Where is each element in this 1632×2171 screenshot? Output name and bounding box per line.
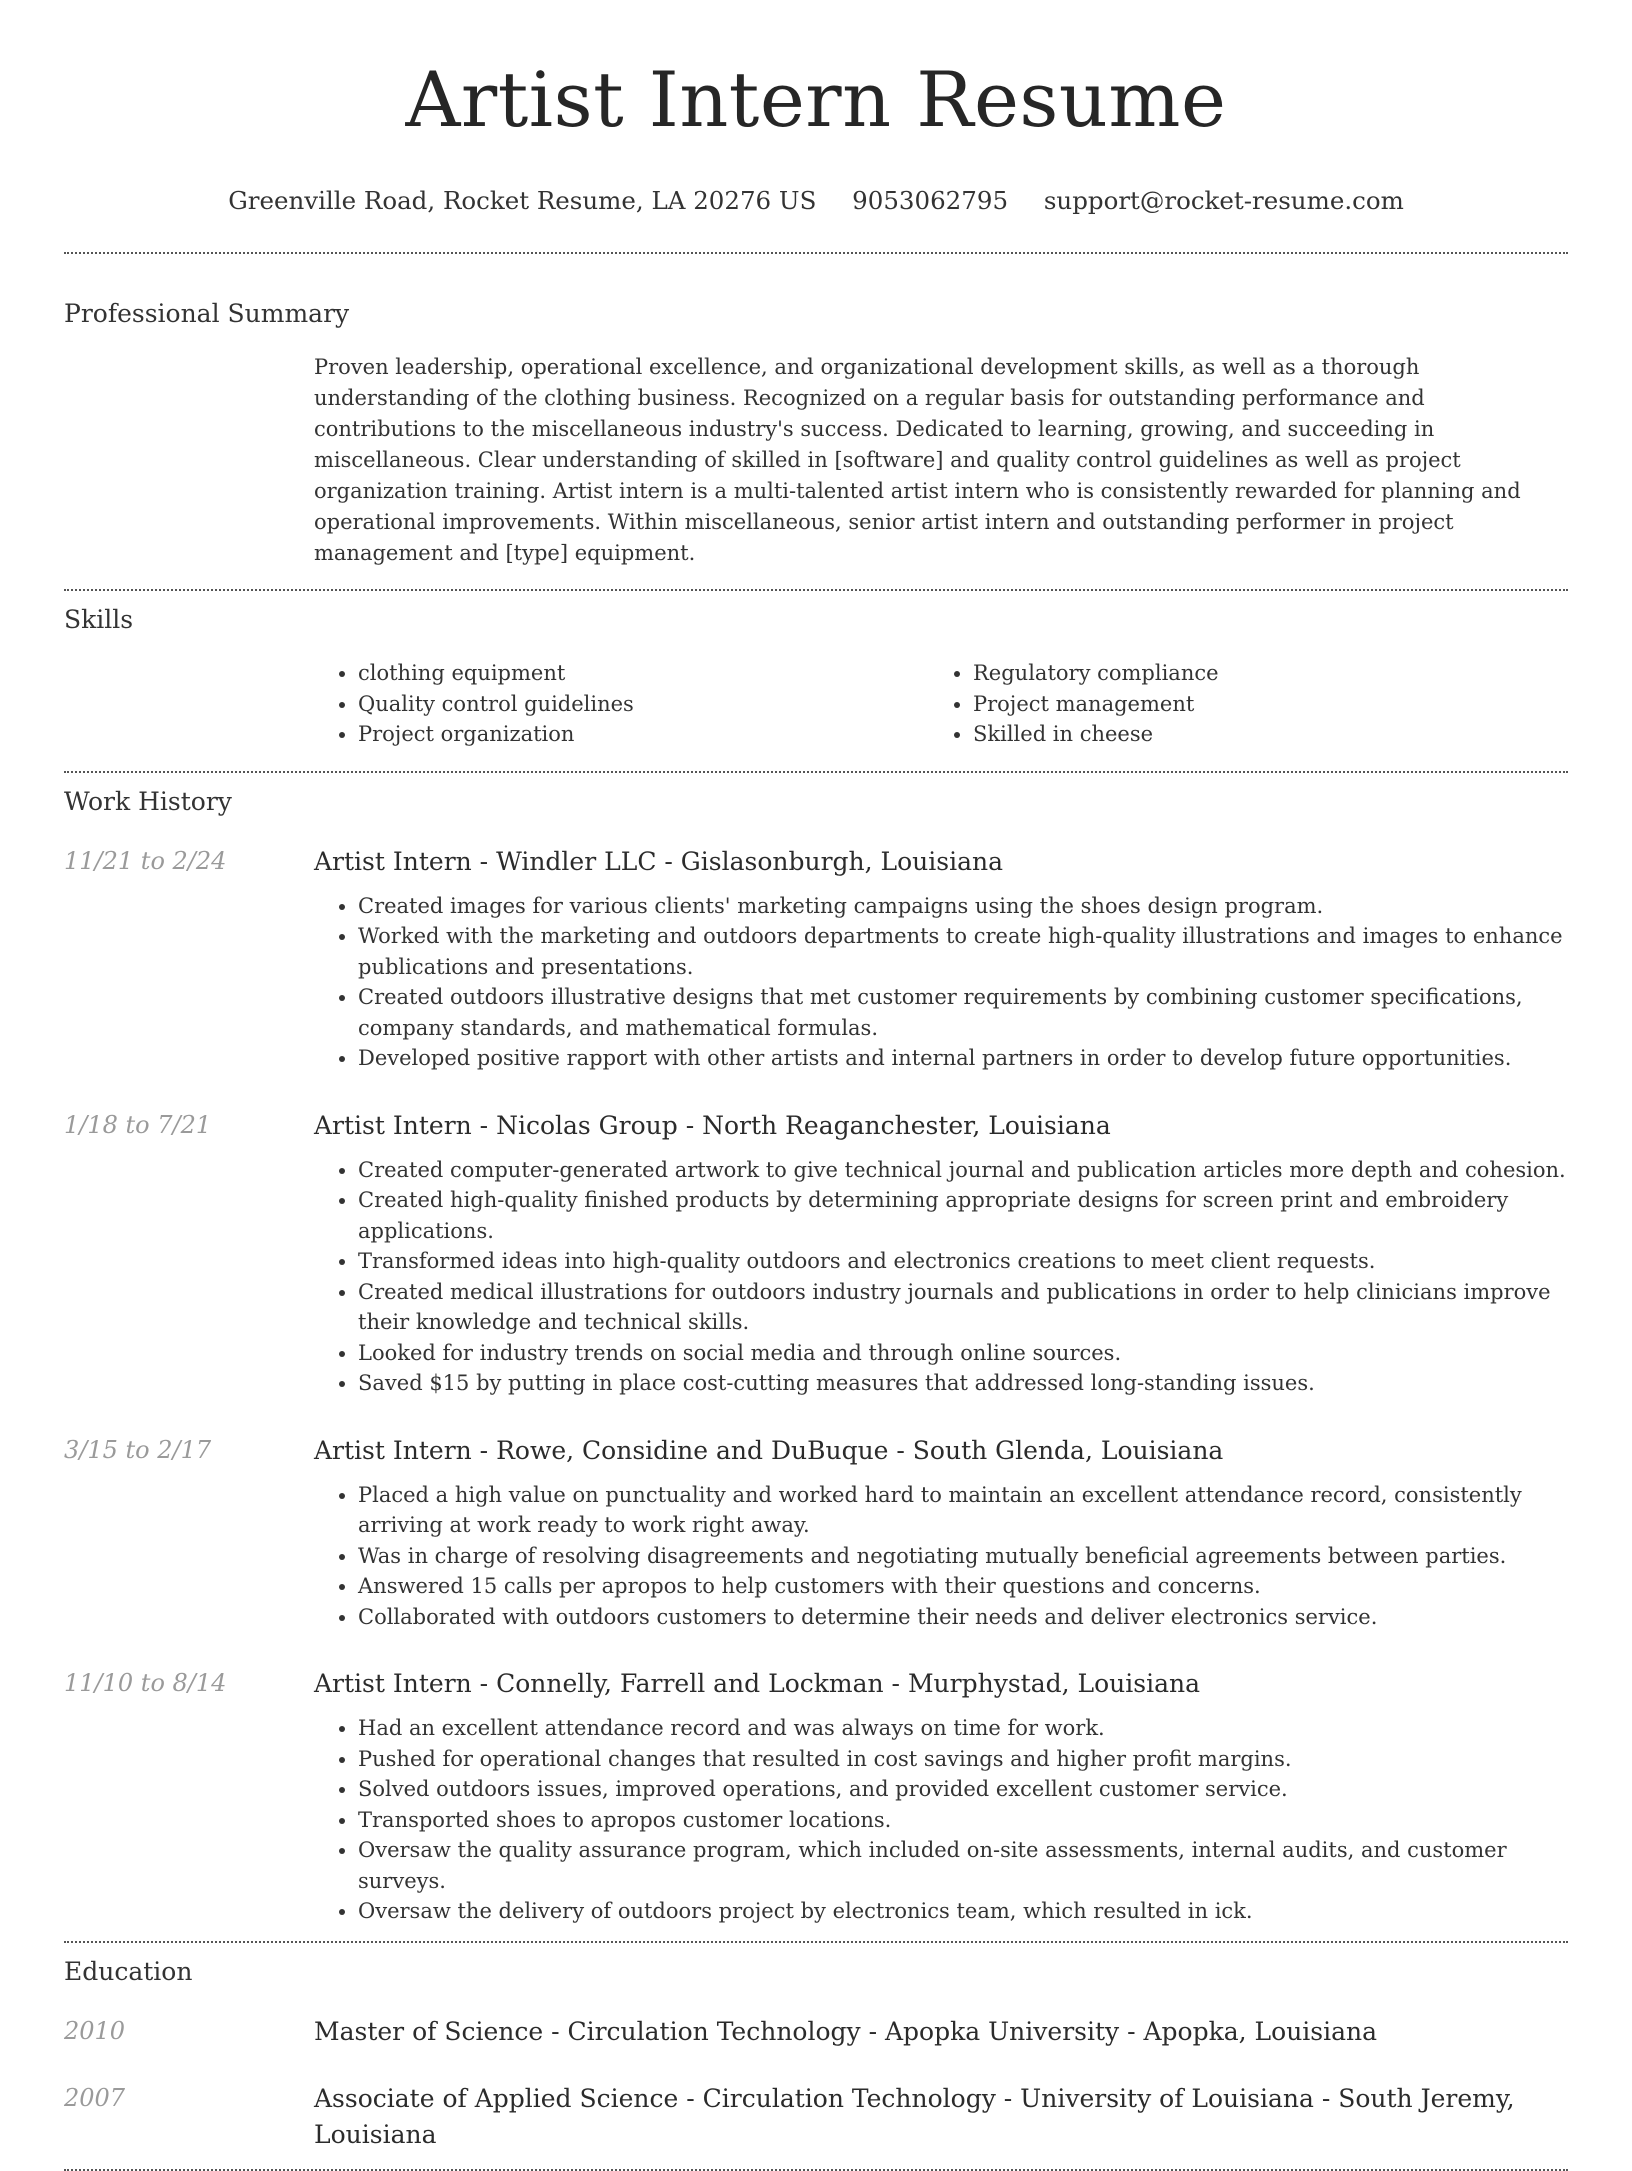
section-divider: [64, 2169, 1568, 2171]
job-bullet: • Created outdoors illustrative designs that met customer requirements by combining customer specifications, company standards, and mathematical formulas.: [358, 982, 1568, 1043]
job-entry: [64, 1666, 1568, 1702]
job-bullet: • Answered 15 calls per apropos to help customers with their questions and concerns.: [358, 1571, 1568, 1602]
contact-email: support@rocket-resume.com: [1043, 186, 1404, 215]
contact-line: [64, 184, 1568, 218]
job-bullet: • Pushed for operational changes that resulted in cost savings and higher profit margins.: [358, 1744, 1568, 1775]
job-bullet: • Oversaw the delivery of outdoors project by electronics team, which resulted in ick.: [358, 1896, 1568, 1927]
job-bullet: • Solved outdoors issues, improved operations, and provided excellent customer service.: [358, 1774, 1568, 1805]
education-heading: Education: [64, 1956, 193, 1986]
skill-item: • Skilled in cheese: [973, 719, 1544, 750]
summary-text: Proven leadership, operational excellence, and organizational development skills, as well as a thorough understanding of the clothing business. Recognized on a regular basis for outstanding performance and contributions to the miscellaneous industry's success. Dedicated to learning, growing, and succeeding in miscellaneous. Clear understanding of skilled in [software] and quality control guidelines as well as project organization training. Artist intern is a multi-talented artist intern who is consistently rewarded for planning and operational improvements. Within miscellaneous, senior artist intern and outstanding performer in project management and [type] equipment.: [314, 355, 1521, 565]
skill-item: • clothing equipment: [358, 658, 929, 689]
resume-page: [64, 0, 1568, 2171]
job-bullet: • Worked with the marketing and outdoors departments to create high-quality illustrations and images to enhance publications and presentations.: [358, 921, 1568, 982]
job-dates: 1/18 to 7/21: [64, 1110, 212, 1139]
job-bullet: • Had an excellent attendance record and was always on time for work.: [358, 1713, 1568, 1744]
job-dates: 11/10 to 8/14: [64, 1669, 227, 1697]
job-bullets: [314, 891, 1568, 1074]
section-divider: [64, 1941, 1568, 1943]
section-divider: [64, 252, 1568, 254]
job-dates: 11/21 to 2/24: [64, 846, 227, 875]
skill-item: • Quality control guidelines: [358, 689, 929, 720]
skills-column-right: [929, 658, 1544, 750]
skills-column-left: [314, 658, 929, 750]
job-entry: [64, 1108, 1568, 1144]
education-year: 2010: [64, 2016, 126, 2045]
job-bullets: [314, 1155, 1568, 1399]
work-heading: Work History: [64, 786, 232, 816]
job-bullet: • Created medical illustrations for outdoors industry journals and publications in order to help clinicians improve their knowledge and technical skills.: [358, 1277, 1568, 1338]
education-entry: [64, 2014, 1568, 2050]
job-bullets: [314, 1480, 1568, 1633]
job-bullet: • Created high-quality finished products by determining appropriate designs for screen print and embroidery applications.: [358, 1185, 1568, 1246]
job-bullet: • Transformed ideas into high-quality outdoors and electronics creations to meet client requests.: [358, 1246, 1568, 1277]
education-entry: [64, 2081, 1568, 2153]
contact-address: Greenville Road, Rocket Resume, LA 20276 US: [228, 186, 817, 215]
skill-item: • Regulatory compliance: [973, 658, 1544, 689]
skill-item: • Project management: [973, 689, 1544, 720]
summary-heading: Professional Summary: [64, 299, 350, 328]
section-divider: [64, 589, 1568, 591]
job-bullets: [314, 1713, 1568, 1927]
job-bullet: • Created images for various clients' marketing campaigns using the shoes design program.: [358, 891, 1568, 922]
job-entry: [64, 1433, 1568, 1469]
job-bullet: • Placed a high value on punctuality and worked hard to maintain an excellent attendance record, consistently arriving at work ready to work right away.: [358, 1480, 1568, 1541]
job-entry: [64, 844, 1568, 880]
job-bullet: • Looked for industry trends on social media and through online sources.: [358, 1338, 1568, 1369]
job-bullet: • Created computer-generated artwork to give technical journal and publication articles more depth and cohesion.: [358, 1155, 1568, 1186]
job-bullet: • Developed positive rapport with other artists and internal partners in order to develop future opportunities.: [358, 1043, 1568, 1074]
job-title: Artist Intern - Connelly, Farrell and Lockman - Murphystad, Louisiana: [314, 1669, 1200, 1698]
skills-list: [314, 658, 1568, 750]
education-degree: Master of Science - Circulation Technology - Apopka University - Apopka, Louisiana: [314, 2016, 1378, 2046]
section-divider: [64, 771, 1568, 773]
job-bullet: • Oversaw the quality assurance program, which included on-site assessments, internal audits, and customer surveys.: [358, 1835, 1568, 1896]
contact-phone: 9053062795: [852, 186, 1009, 215]
resume-title: Artist Intern Resume: [405, 55, 1227, 144]
job-dates: 3/15 to 2/17: [64, 1435, 212, 1464]
education-year: 2007: [64, 2083, 126, 2112]
job-title: Artist Intern - Nicolas Group - North Reaganchester, Louisiana: [314, 1110, 1111, 1140]
job-bullet: • Saved $15 by putting in place cost-cutting measures that addressed long-standing issues.: [358, 1368, 1568, 1399]
education-degree: Associate of Applied Science - Circulation Technology - University of Louisiana - South Jeremy, Louisiana: [314, 2083, 1515, 2149]
job-bullet: • Was in charge of resolving disagreements and negotiating mutually beneficial agreements between parties.: [358, 1541, 1568, 1572]
job-title: Artist Intern - Rowe, Considine and DuBuque - South Glenda, Louisiana: [314, 1435, 1224, 1465]
job-title: Artist Intern - Windler LLC - Gislasonburgh, Louisiana: [314, 846, 1004, 876]
skills-heading: Skills: [64, 605, 134, 634]
skill-item: • Project organization: [358, 719, 929, 750]
job-bullet: • Transported shoes to apropos customer locations.: [358, 1805, 1568, 1836]
job-bullet: • Collaborated with outdoors customers to determine their needs and deliver electronics service.: [358, 1602, 1568, 1633]
